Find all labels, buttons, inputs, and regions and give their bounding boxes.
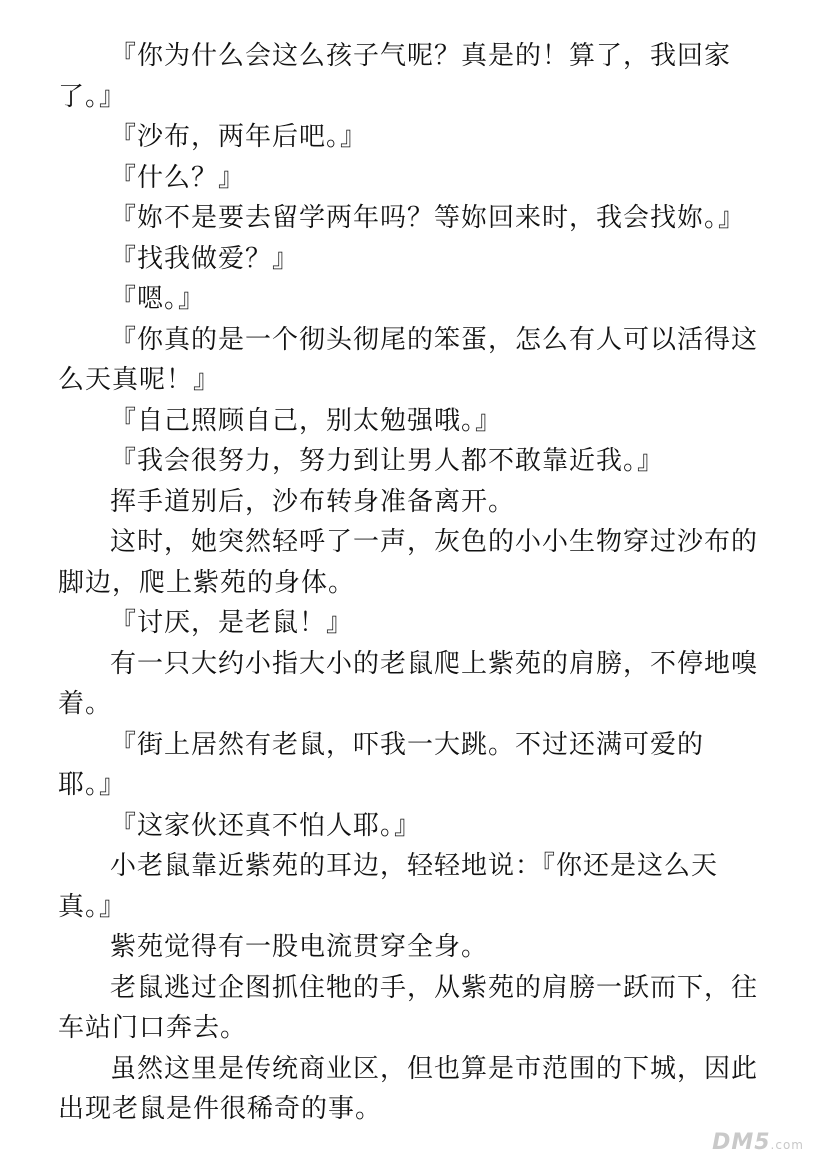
paragraph: 『街上居然有老鼠，吓我一大跳。不过还满可爱的耶。』 bbox=[58, 729, 705, 800]
paragraph: 小老鼠靠近紫苑的耳边，轻轻地说：『你还是这么天真。』 bbox=[58, 851, 719, 922]
paragraph: 『沙布，两年后吧。』 bbox=[110, 122, 368, 152]
paragraph: 『这家伙还真不怕人耶。』 bbox=[110, 810, 422, 841]
paragraph: 『嗯。』 bbox=[110, 284, 206, 314]
paragraph: 『什么？』 bbox=[110, 162, 246, 193]
paragraph: 『你为什么会这么孩子气呢？真是的！算了，我回家了。』 bbox=[58, 41, 732, 112]
document-page bbox=[58, 36, 758, 1130]
paragraph: 这时，她突然轻呼了一声，灰色的小小生物穿过沙布的脚边，爬上紫苑的身体。 bbox=[58, 527, 759, 598]
watermark-main: DM5 bbox=[712, 1130, 771, 1155]
watermark-suffix: .com bbox=[770, 1138, 804, 1152]
paragraph: 『你真的是一个彻头彻尾的笨蛋，怎么有人可以活得这么天真呢！』 bbox=[58, 324, 759, 395]
paragraph: 紫苑觉得有一股电流贯穿全身。 bbox=[110, 932, 489, 962]
paragraph: 『妳不是要去留学两年吗？等妳回来时，我会找妳。』 bbox=[110, 203, 746, 233]
site-watermark bbox=[712, 1130, 804, 1155]
paragraph: 挥手道别后，沙布转身准备离开。 bbox=[110, 486, 516, 517]
paragraph: 『自己照顾自己，别太勉强哦。』 bbox=[110, 405, 503, 436]
paragraph: 老鼠逃过企图抓住牠的手，从紫苑的肩膀一跃而下，往车站门口奔去。 bbox=[58, 972, 759, 1043]
paragraph: 『讨厌，是老鼠！』 bbox=[110, 608, 354, 638]
paragraph: 『找我做爱？』 bbox=[110, 243, 300, 274]
paragraph: 虽然这里是传统商业区，但也算是市范围的下城，因此出现老鼠是件很稀奇的事。 bbox=[58, 1053, 759, 1124]
paragraph: 『我会很努力，努力到让男人都不敢靠近我。』 bbox=[110, 446, 665, 476]
paragraph: 有一只大约小指大小的老鼠爬上紫苑的肩膀，不停地嗅着。 bbox=[58, 648, 759, 719]
